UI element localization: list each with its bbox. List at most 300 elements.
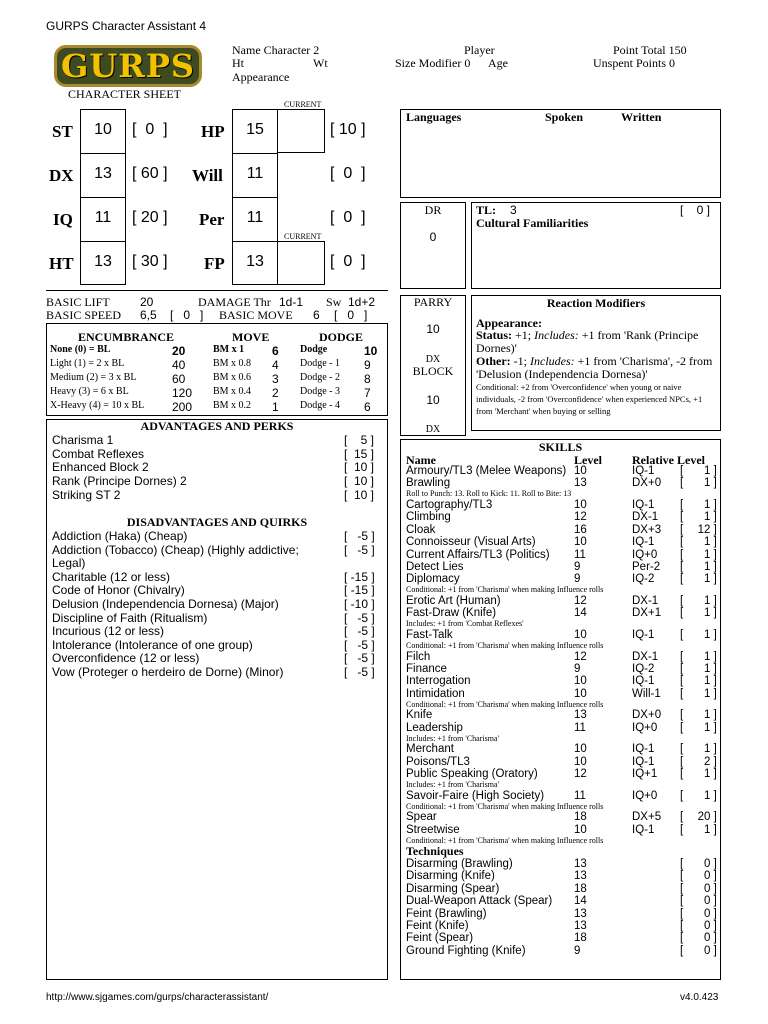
list-item — [52, 597, 382, 611]
languages-spoken: Spoken — [545, 110, 584, 124]
list-item — [52, 556, 382, 570]
skill-name: Erotic Art (Human) — [406, 595, 501, 607]
reaction-conditional: Conditional: +2 from 'Overconfidence' when young or naive individuals, -2 from 'Overconfidence' when experienced NPCs, +1 from 'Merchant' when buying or selling — [476, 382, 703, 416]
item-name: Enhanced Block 2 — [52, 460, 149, 475]
skill-name: Filch — [406, 650, 431, 663]
skill-pts: 1 — [703, 595, 711, 607]
dodge-header: DODGE — [319, 330, 364, 344]
technique-points: [ 0 ] — [680, 895, 717, 908]
skill-note: Includes: +1 from 'Combat Reflexes' — [406, 619, 524, 629]
item-name: Intolerance (Intolerance of one group) — [52, 637, 253, 652]
skill-pts: 1 — [703, 499, 711, 511]
skill-row — [406, 663, 718, 676]
skill-name: Connoisseur (Visual Arts) — [406, 536, 536, 549]
skill-name: Detect Lies — [406, 561, 464, 573]
skill-name: Armoury/TL3 (Melee Weapons) — [406, 465, 567, 477]
skill-pts: 1 — [703, 650, 711, 663]
skill-name: Climbing — [406, 511, 451, 524]
skill-pts: 1 — [703, 687, 711, 700]
item-cost: [ -5 ] — [344, 637, 375, 652]
technique-level: 9 — [574, 944, 581, 957]
skill-rel: IQ-1 — [632, 743, 655, 756]
enc-mult: BM x 0.2 — [213, 400, 252, 411]
technique-points: [ 0 ] — [680, 882, 717, 895]
list-item — [52, 638, 382, 652]
technique-points: [ 0 ] — [680, 932, 717, 945]
skill-rel: IQ+0 — [632, 789, 658, 802]
list-item — [52, 651, 382, 665]
skill-rel: IQ-1 — [632, 755, 655, 768]
header-size-mod: Size Modifier 0 — [395, 56, 471, 70]
skill-level: 10 — [574, 499, 587, 511]
enc-level: None (0) = BL — [50, 344, 111, 355]
skill-level: 11 — [574, 721, 586, 734]
skill-level: 12 — [574, 511, 587, 524]
technique-points: [ 0 ] — [680, 920, 717, 932]
skill-note: Includes: +1 from 'Charisma' — [406, 780, 499, 790]
skill-pts: 1 — [703, 675, 711, 688]
skill-points: [ 1 ] — [680, 709, 717, 722]
skill-name: Current Affairs/TL3 (Politics) — [406, 548, 550, 561]
skill-level: 9 — [574, 561, 581, 573]
item-cost: [ -15 ] — [344, 569, 375, 584]
skill-pts: 1 — [703, 561, 711, 573]
advantages-box — [46, 419, 388, 980]
item-name: Striking ST 2 — [52, 487, 121, 502]
skill-level: 10 — [574, 823, 587, 836]
skill-row — [406, 549, 718, 562]
header-ht: Ht — [232, 56, 244, 70]
skill-points: [ 1 ] — [680, 687, 717, 700]
skill-name: Cloak — [406, 523, 436, 536]
technique-level: 18 — [574, 882, 587, 895]
skill-level: 10 — [574, 536, 587, 549]
dx-cost: [ 60 ] — [132, 165, 168, 182]
technique-name: Ground Fighting (Knife) — [406, 944, 526, 957]
skill-pts: 2 — [703, 755, 711, 768]
skill-row — [406, 675, 718, 688]
cultural-familiarities: Cultural Familiarities — [476, 216, 589, 230]
skill-pts: 1 — [703, 823, 711, 836]
item-name: Discipline of Faith (Ritualism) — [52, 610, 208, 625]
enc-mult: BM x 0.8 — [213, 358, 252, 369]
header-player: Player — [464, 43, 495, 57]
skill-points: [ 1 ] — [680, 561, 717, 573]
enc-bl: 120 — [172, 386, 193, 400]
item-name: Combat Reflexes — [52, 446, 145, 461]
per-label: Per — [199, 210, 225, 229]
item-cost: [ -5 ] — [344, 624, 375, 639]
skill-row — [406, 756, 718, 769]
parry-label: PARRY — [413, 295, 453, 309]
block-value: 10 — [426, 393, 440, 407]
skill-row — [406, 561, 718, 574]
skill-points: [ 1 ] — [680, 675, 717, 688]
skill-pts: 20 — [697, 811, 711, 824]
skill-points: [ 1 ] — [680, 721, 717, 734]
skill-rel: IQ-1 — [632, 536, 655, 549]
skill-points: [ 1 ] — [680, 743, 717, 756]
basic-lift-label: BASIC LIFT — [46, 295, 110, 309]
skill-note: Conditional: +1 from 'Charisma' when making Influence rolls — [406, 585, 604, 595]
reaction-status: Status: +1; Includes: +1 from 'Rank (Principe Dornes)' — [476, 328, 699, 355]
skill-rel: IQ-1 — [632, 675, 655, 688]
fp-value: 13 — [246, 253, 264, 270]
languages-written: Written — [621, 110, 662, 124]
skill-name: Diplomacy — [406, 573, 460, 586]
skill-rel: IQ-2 — [632, 663, 655, 675]
skill-rel: Per-2 — [632, 561, 661, 573]
skill-row — [406, 465, 718, 478]
skill-level: 13 — [574, 477, 587, 490]
skill-level: 16 — [574, 523, 587, 536]
item-cost: [ -5 ] — [344, 529, 375, 543]
enc-dodge-value: 8 — [364, 372, 371, 386]
enc-level: Medium (2) = 3 x BL — [50, 372, 137, 383]
footer-url[interactable]: http://www.sjgames.com/gurps/characterassistant/ — [46, 992, 269, 1003]
technique-row — [406, 883, 718, 896]
iq-label: IQ — [53, 210, 73, 229]
skill-name: Intimidation — [406, 687, 465, 700]
item-cost: [ -15 ] — [344, 583, 375, 598]
enc-move: 4 — [272, 358, 279, 372]
item-name: Addiction (Tobacco) (Cheap) (Highly addictive; — [52, 542, 299, 557]
skill-level: 9 — [574, 573, 581, 586]
enc-dodge: Dodge - 4 — [300, 400, 340, 411]
ht-value: 13 — [94, 253, 112, 270]
list-item — [52, 433, 382, 447]
logo-text: GURPS — [61, 47, 195, 85]
technique-row — [406, 920, 718, 933]
skill-rel: IQ-2 — [632, 573, 655, 586]
skill-level: 11 — [574, 789, 586, 802]
st-cost: [ 0 ] — [132, 121, 168, 138]
technique-pts: 0 — [703, 870, 711, 883]
technique-pts: 0 — [703, 907, 711, 920]
ht-cost: [ 30 ] — [132, 253, 168, 270]
item-cost: [ -5 ] — [344, 542, 375, 557]
item-name: Legal) — [52, 556, 86, 571]
skill-pts: 1 — [703, 536, 711, 549]
skill-level: 10 — [574, 687, 587, 700]
skill-points: [ 1 ] — [680, 595, 717, 607]
basic-move-cost: [ 0 ] — [334, 308, 368, 322]
skill-level: 13 — [574, 709, 587, 722]
technique-row — [406, 895, 718, 908]
skill-level: 11 — [574, 548, 586, 561]
skill-pts: 12 — [697, 523, 711, 536]
item-name: Addiction (Haka) (Cheap) — [52, 529, 188, 543]
skill-points: [ 1 ] — [680, 465, 717, 477]
skill-pts: 1 — [703, 709, 711, 722]
list-item — [52, 665, 382, 679]
skill-rel: DX+0 — [632, 709, 662, 722]
technique-name: Dual-Weapon Attack (Spear) — [406, 895, 553, 908]
skill-name: Finance — [406, 663, 447, 675]
will-label: Will — [192, 166, 223, 185]
skill-row — [406, 499, 718, 512]
reaction-other: Other: -1; Includes: +1 from 'Charisma', -2 from 'Delusion (Independencia Dornesa)' — [476, 354, 713, 381]
skill-rel: DX-1 — [632, 595, 659, 607]
technique-points: [ 0 ] — [680, 858, 717, 870]
skill-note: Conditional: +1 from 'Charisma' when making Influence rolls — [406, 801, 604, 811]
skills-col-level: Level — [574, 453, 602, 467]
per-cost: [ 0 ] — [330, 209, 366, 226]
fp-cost: [ 0 ] — [330, 253, 366, 270]
skill-level: 10 — [574, 465, 587, 477]
item-name: Overconfidence (12 or less) — [52, 651, 200, 666]
enc-mult: BM x 0.4 — [213, 386, 252, 397]
basic-move-value: 6 — [313, 308, 320, 322]
skills-col-rel: Relative Level — [632, 453, 705, 467]
skill-note: Roll to Punch: 13. Roll to Kick: 11. Roll to Bite: 13 — [406, 489, 572, 499]
dx-label: DX — [49, 166, 74, 185]
basic-speed-cost: [ 0 ] — [170, 308, 204, 322]
skill-rel: DX+1 — [632, 607, 662, 620]
skill-row — [406, 743, 718, 756]
hp-value: 15 — [246, 121, 264, 138]
item-cost: [ -10 ] — [344, 597, 375, 611]
skill-level: 12 — [574, 650, 587, 663]
technique-name: Feint (Knife) — [406, 920, 469, 932]
enc-dodge-value: 7 — [364, 386, 371, 400]
list-item — [52, 474, 382, 488]
basic-lift-value: 20 — [140, 295, 154, 309]
enc-bl: 20 — [172, 344, 186, 358]
technique-level: 13 — [574, 870, 587, 883]
enc-bl: 60 — [172, 372, 186, 386]
skill-points: [ 2 ] — [680, 755, 717, 768]
parry-sub: DX — [425, 354, 441, 365]
skill-points: [ 1 ] — [680, 789, 717, 802]
header-unspent: Unspent Points 0 — [593, 56, 676, 70]
enc-mult: BM x 0.6 — [213, 372, 252, 383]
technique-level: 18 — [574, 932, 587, 945]
fp-current-box[interactable] — [277, 241, 325, 285]
damage-label: DAMAGE Thr — [198, 295, 271, 309]
technique-points: [ 0 ] — [680, 907, 717, 920]
enc-level: X-Heavy (4) = 10 x BL — [50, 400, 145, 411]
header-name: Name Character 2 — [232, 43, 320, 57]
technique-points: [ 0 ] — [680, 944, 717, 957]
technique-pts: 0 — [703, 932, 711, 945]
enc-move: 1 — [272, 400, 279, 414]
item-name: Code of Honor (Chivalry) — [52, 583, 185, 598]
skill-note: Includes: +1 from 'Charisma' — [406, 733, 499, 743]
skill-note: Conditional: +1 from 'Charisma' when making Influence rolls — [406, 640, 604, 650]
enc-move: 3 — [272, 372, 279, 386]
st-label: ST — [52, 122, 73, 141]
dr-value: 0 — [429, 230, 437, 244]
skill-pts: 1 — [703, 477, 711, 490]
enc-mult: BM x 1 — [213, 344, 245, 355]
skill-note: Conditional: +1 from 'Charisma' when making Influence rolls — [406, 699, 604, 709]
hp-cost: [ 10 ] — [330, 121, 366, 138]
skill-points: [ 1 ] — [680, 823, 717, 836]
enc-level: Heavy (3) = 6 x BL — [50, 386, 129, 397]
technique-level: 13 — [574, 920, 587, 932]
item-cost: [ 10 ] — [344, 460, 375, 475]
technique-pts: 0 — [703, 920, 711, 932]
list-item — [52, 447, 382, 461]
skill-rel: IQ+1 — [632, 768, 658, 781]
technique-pts: 0 — [703, 858, 711, 870]
technique-pts: 0 — [703, 895, 711, 908]
enc-bl: 200 — [172, 400, 193, 414]
per-value: 11 — [246, 209, 264, 226]
technique-row — [406, 908, 718, 921]
tl-label: TL: — [476, 203, 497, 217]
enc-dodge-value: 10 — [364, 344, 378, 358]
technique-name: Disarming (Spear) — [406, 882, 500, 895]
item-cost: [ -5 ] — [344, 651, 375, 666]
footer-version: v4.0.423 — [680, 992, 719, 1003]
skill-row — [406, 709, 718, 722]
current-label-hp: CURRENT — [284, 100, 322, 109]
list-item — [52, 529, 382, 543]
app-title: GURPS Character Assistant 4 — [46, 19, 207, 33]
damage-sw-label: Sw — [326, 295, 342, 309]
skill-level: 10 — [574, 675, 587, 688]
skill-name: Merchant — [406, 743, 454, 756]
item-cost: [ -5 ] — [344, 665, 375, 679]
parry-value: 10 — [426, 322, 440, 336]
skill-pts: 1 — [703, 768, 711, 781]
reaction-title: Reaction Modifiers — [546, 296, 646, 310]
skill-level: 12 — [574, 595, 587, 607]
skill-points: [ 20 ] — [680, 811, 717, 824]
skill-points: [ 1 ] — [680, 573, 717, 586]
skill-points: [ 1 ] — [680, 629, 717, 641]
technique-row — [406, 858, 718, 871]
skill-rel: IQ+0 — [632, 721, 658, 734]
skill-note: Conditional: +1 from 'Charisma' when making Influence rolls — [406, 835, 604, 845]
skill-pts: 1 — [703, 663, 711, 675]
current-label-fp: CURRENT — [284, 232, 322, 241]
encumbrance-table — [50, 344, 384, 414]
basic-speed-label: BASIC SPEED — [46, 308, 122, 322]
skill-points: [ 1 ] — [680, 768, 717, 781]
skill-points: [ 1 ] — [680, 477, 717, 490]
skill-level: 9 — [574, 663, 581, 675]
block-sub: DX — [425, 424, 441, 435]
skills-title: SKILLS — [538, 440, 583, 454]
dr-label: DR — [424, 203, 442, 217]
technique-row — [406, 870, 718, 883]
enc-dodge: Dodge - 3 — [300, 386, 340, 397]
technique-row — [406, 945, 718, 958]
enc-move: 6 — [272, 344, 279, 358]
item-cost: [ -5 ] — [344, 610, 375, 625]
skill-points: [ 1 ] — [680, 511, 717, 524]
block-label: BLOCK — [412, 364, 454, 378]
basic-move-label: BASIC MOVE — [219, 308, 293, 322]
list-item — [52, 570, 382, 584]
skill-points: [ 1 ] — [680, 650, 717, 663]
skill-rel: DX-1 — [632, 511, 659, 524]
list-item — [52, 611, 382, 625]
skill-name: Streetwise — [406, 823, 460, 836]
skill-rel: DX+0 — [632, 477, 662, 490]
technique-level: 14 — [574, 895, 587, 908]
skill-points: [ 1 ] — [680, 548, 717, 561]
iq-cost: [ 20 ] — [132, 209, 168, 226]
item-cost: [ 10 ] — [344, 474, 375, 489]
hp-current-box[interactable] — [277, 109, 325, 153]
skill-rel: IQ-1 — [632, 823, 655, 836]
item-cost: [ 5 ] — [344, 433, 375, 447]
list-item — [52, 543, 382, 557]
item-name: Rank (Principe Dornes) 2 — [52, 474, 187, 489]
skill-pts: 1 — [703, 743, 711, 756]
skill-pts: 1 — [703, 465, 711, 477]
enc-bl: 40 — [172, 358, 186, 372]
skill-level: 10 — [574, 743, 587, 756]
skill-rel: IQ-1 — [632, 629, 655, 641]
technique-name: Feint (Brawling) — [406, 907, 487, 920]
enc-dodge: Dodge - 2 — [300, 372, 340, 383]
skill-rel: DX+3 — [632, 523, 662, 536]
techniques-title: Techniques — [406, 844, 464, 859]
skill-points: [ 1 ] — [680, 607, 717, 620]
skill-points: [ 1 ] — [680, 536, 717, 549]
list-item — [52, 460, 382, 474]
skill-row — [406, 651, 718, 664]
skill-name: Savoir-Faire (High Society) — [406, 789, 545, 802]
damage-thr: 1d-1 — [279, 295, 304, 309]
skill-rel: IQ-1 — [632, 499, 655, 511]
technique-level: 13 — [574, 858, 587, 870]
skill-rel: DX-1 — [632, 650, 659, 663]
enc-dodge-value: 9 — [364, 358, 371, 372]
skill-rel: DX+5 — [632, 811, 662, 824]
move-header: MOVE — [232, 330, 270, 344]
skill-name: Spear — [406, 811, 437, 824]
technique-row — [406, 932, 718, 945]
will-value: 11 — [246, 165, 264, 182]
skill-pts: 1 — [703, 789, 711, 802]
skill-points: [ 12 ] — [680, 523, 717, 536]
header-point-total: Point Total 150 — [613, 43, 687, 57]
skill-row — [406, 811, 718, 824]
technique-name: Disarming (Brawling) — [406, 858, 513, 870]
skill-pts: 1 — [703, 629, 711, 641]
technique-name: Feint (Spear) — [406, 932, 474, 945]
damage-sw: 1d+2 — [348, 295, 376, 309]
advantages-title: ADVANTAGES AND PERKS — [140, 419, 294, 433]
item-name: Vow (Proteger o herdeiro de Dorne) (Minor) — [52, 665, 284, 679]
skill-row — [406, 524, 718, 537]
skill-pts: 1 — [703, 548, 711, 561]
skill-rel: IQ+0 — [632, 548, 658, 561]
basic-speed-value: 6,5 — [140, 308, 157, 322]
enc-dodge: Dodge — [300, 344, 328, 355]
header-age: Age — [488, 56, 508, 70]
skill-level: 18 — [574, 811, 587, 824]
enc-move: 2 — [272, 386, 279, 400]
skill-level: 14 — [574, 607, 587, 620]
skill-pts: 1 — [703, 573, 711, 586]
skill-pts: 1 — [703, 607, 711, 620]
skill-level: 10 — [574, 629, 587, 641]
skill-rel: Will-1 — [632, 687, 661, 700]
enc-level: Light (1) = 2 x BL — [50, 358, 125, 369]
technique-pts: 0 — [703, 944, 711, 957]
item-name: Charisma 1 — [52, 433, 114, 447]
skill-name: Brawling — [406, 477, 451, 490]
languages-title: Languages — [406, 110, 462, 124]
reaction-appearance: Appearance: — [476, 316, 542, 330]
